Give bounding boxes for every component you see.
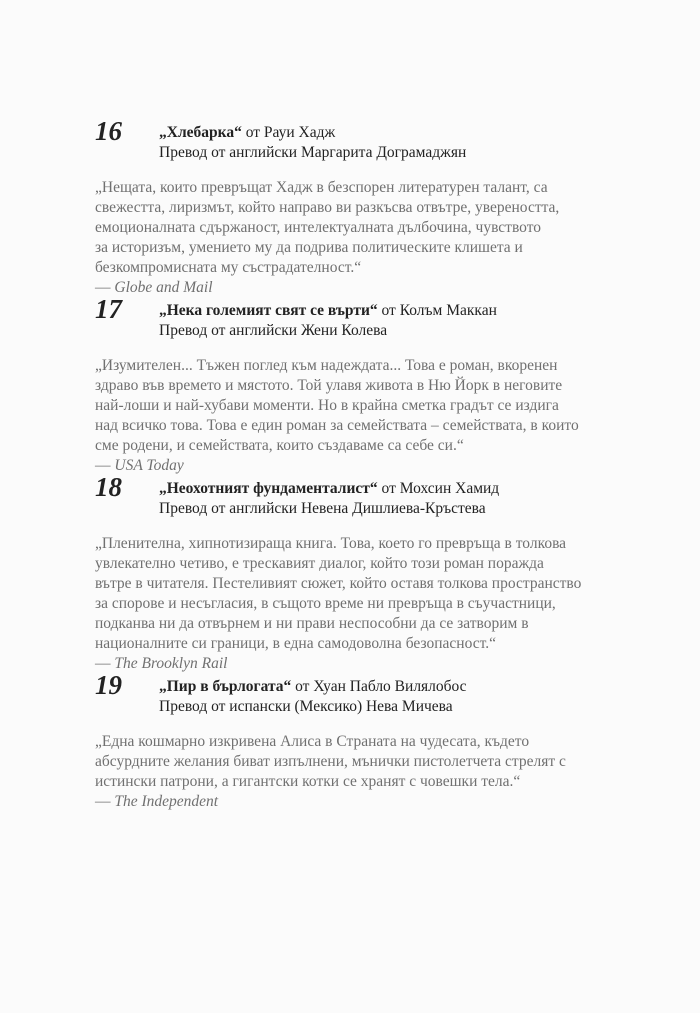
entry-heading <box>159 294 615 341</box>
source-name: The Brooklyn Rail <box>114 655 228 672</box>
entry-number: 16 <box>95 116 122 146</box>
review-source <box>95 792 615 812</box>
review-quote: „Една кошмарно изкривена Алиса в Страната на чудесата, където абсурдните желания биват изпълнени, мънички пистолетчета стрелят с истински патрони, а гигантски котки се хранят с човешки тела.“ <box>95 733 566 790</box>
source-name: USA Today <box>114 457 184 474</box>
book-author: от Колъм Маккан <box>377 302 497 319</box>
book-entry-16 <box>95 116 615 298</box>
source-dash: — <box>95 655 115 672</box>
book-author: от Рауи Хадж <box>241 124 336 141</box>
book-entry-17 <box>95 294 615 476</box>
source-dash: — <box>95 457 115 474</box>
book-title: „Нека големият свят се върти“ <box>159 302 378 319</box>
translation-credit: Превод от английски Невена Дишлиева-Кръстева <box>159 500 486 517</box>
entry-heading <box>159 472 615 519</box>
entry-heading <box>159 116 615 163</box>
entry-number: 19 <box>95 670 122 700</box>
translation-credit: Превод от испански (Мексико) Нева Мичева <box>159 698 453 715</box>
source-name: The Independent <box>114 793 219 810</box>
source-dash: — <box>95 279 115 296</box>
review-quote: „Нещата, които превръщат Хадж в безспорен литературен талант, са свежестта, лиризмът, който направо ви разкъсва отвътре, увереността, емоционалната сдържаност, интелектуалната дълбочина, чувството за историзъм, умението му да подрива политическите клишета и безкомпромисната му състрадателност.“ <box>95 179 560 276</box>
book-title: „Пир в бърлогата“ <box>159 678 292 695</box>
review-quote: „Пленителна, хипнотизираща книга. Това, което го превръща в толкова увлекателно четиво, е трескавият диалог, който този роман поражда вътре в читателя. Пестеливият сюжет, който оставя толкова пространство за спорове и несъгласия, в същото време ни превръща в съучастници, подканва ни да отвърнем и ни прави неспособни да се затворим в националните си граници, в една самодоволна безопасност.“ <box>95 535 582 652</box>
source-dash: — <box>95 793 115 810</box>
entry-heading <box>159 670 615 717</box>
book-entry-18 <box>95 472 615 674</box>
book-entry-19 <box>95 670 615 812</box>
book-title: „Неохотният фундаменталист“ <box>159 480 378 497</box>
book-title: „Хлебарка“ <box>159 124 242 141</box>
translation-credit: Превод от английски Жени Колева <box>159 322 388 339</box>
book-author: от Хуан Пабло Вилялобос <box>291 678 467 695</box>
translation-credit: Превод от английски Маргарита Дограмаджян <box>159 144 467 161</box>
entry-number: 17 <box>95 294 122 324</box>
review-quote: „Изумителен... Тъжен поглед към надеждата... Това е роман, вкоренен здраво във времето и мястото. Той улавя живота в Ню Йорк в неговите най-лоши и най-хубави моменти. Но в крайна сметка градът се издига над всичко това. Това е един роман за семействата – семействата, в които сме родени, и семействата, които създаваме са себе си.“ <box>95 357 579 454</box>
source-name: Globe and Mail <box>114 279 213 296</box>
entry-number: 18 <box>95 472 122 502</box>
book-author: от Мохсин Хамид <box>377 480 500 497</box>
